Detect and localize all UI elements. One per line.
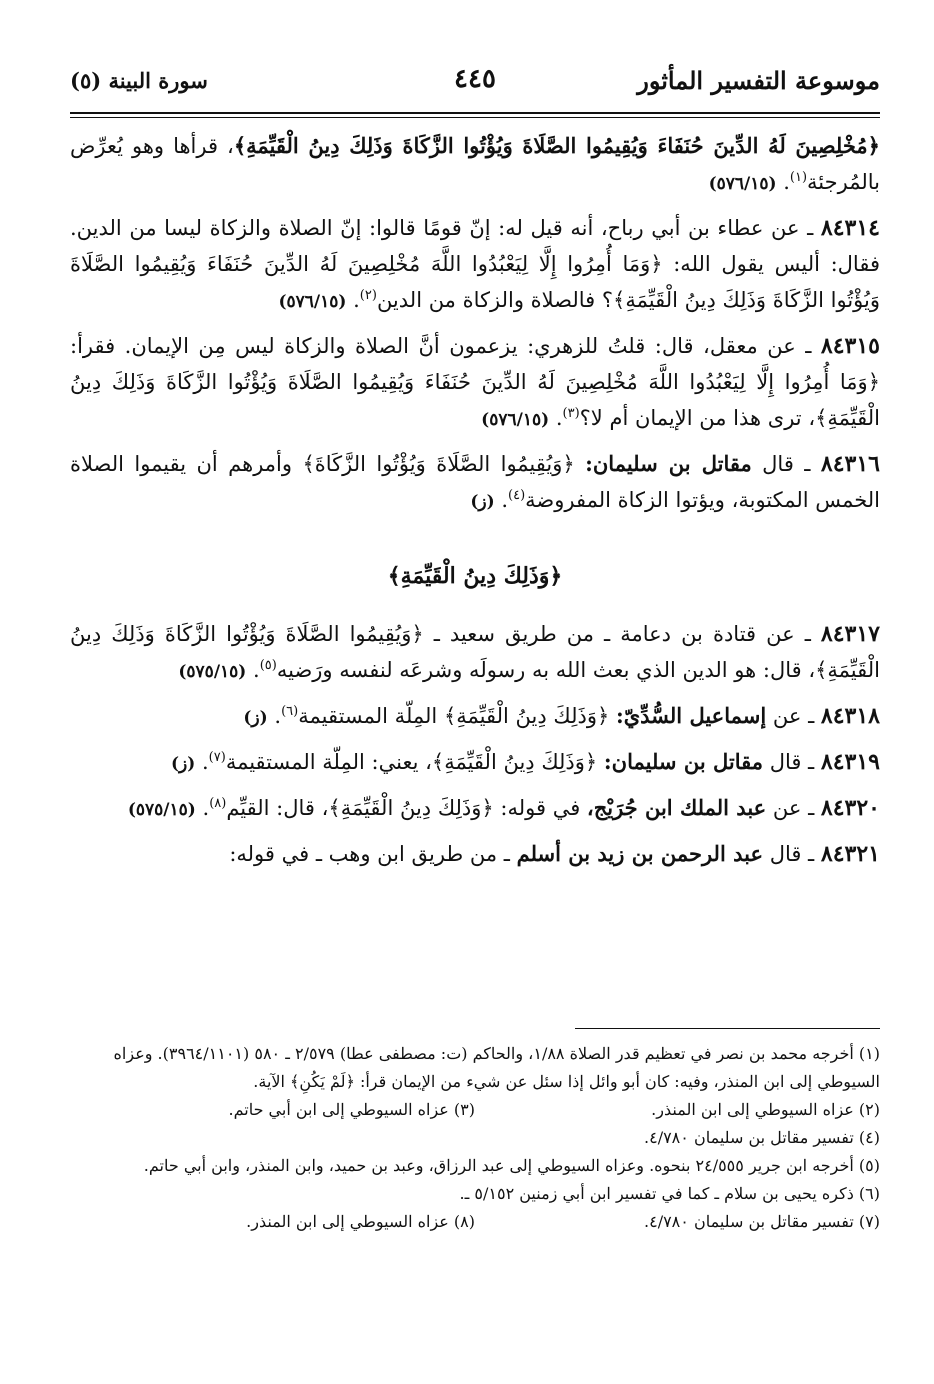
quran-verse: ﴿مُخْلِصِينَ لَهُ الدِّينَ حُنَفَاءَ وَيُقِيمُوا الصَّلَاةَ وَيُؤْتُوا الزَّكَاةَ وَذَلِكَ دِينُ الْقَيِّمَةِ﴾ [233, 133, 880, 158]
footnote-marker: (٤) [508, 488, 526, 503]
footnote: (٤) تفسير مقاتل بن سليمان ٤/٧٨٠. [644, 1128, 880, 1147]
narration-entry [70, 698, 880, 736]
footnote-marker: (٨) [209, 796, 227, 811]
narration-number: ٨٤٣١٨ [820, 703, 880, 729]
footnote-row [70, 1096, 880, 1124]
footnote-marker: (٢) [359, 288, 377, 303]
footnote-marker: (٣) [562, 406, 580, 421]
narration-number: ٨٤٣٢٠ [820, 795, 880, 821]
entry-text: ـ عن قتادة بن دعامة ـ من طريق سعيد ـ ﴿وَيُقِيمُوا الصَّلَاةَ وَيُؤْتُوا الزَّكَاةَ وَذَلِكَ دِينُ الْقَيِّمَةِ﴾، قال: هو الدين الذي بعث الله به رسولَه وشرعَه لنفسه ورَضيه [70, 622, 880, 682]
entry-tail: . [555, 406, 563, 430]
page-header [70, 58, 880, 114]
entry-tail: . [783, 170, 790, 194]
entry-text: ـ عن عطاء بن أبي رباح، أنه قيل له: إنّ قومًا قالوا: إنّ الصلاة والزكاة ليسا من الدين. فقال: أليس يقول الله: ﴿وَمَا أُمِرُوا إِلَّا لِيَعْبُدُوا اللَّهَ مُخْلِصِينَ لَهُ الدِّينَ حُنَفَاءَ وَيُقِيمُوا الصَّلَاةَ وَيُؤْتُوا الزَّكَاةَ وَذَلِكَ دِينُ الْقَيِّمَةِ﴾؟ فالصلاة والزكاة من الدين [70, 216, 880, 312]
entry-prefix: ـ عن [772, 704, 815, 728]
volume-reference: (ز) [171, 754, 196, 774]
narration-entry [70, 328, 880, 438]
narration-number: ٨٤٣١٧ [820, 621, 880, 647]
volume-reference: (٥٧٦/١٥) [278, 292, 347, 312]
entry-text: ﴿وَذَلِكَ دِينُ الْقَيِّمَةِ﴾، يعني: المِلّة المستقيمة [225, 750, 598, 774]
entry-tail: . [353, 288, 360, 312]
entry-tail: . [202, 796, 210, 820]
volume-reference: (٥٧٦/١٥) [708, 174, 777, 194]
footnote: (٥) أخرجه ابن جرير ٢٤/٥٥٥ بنحوه. وعزاه السيوطي إلى عبد الرزاق، وعبد بن حميد، وابن المنذر، وابن أبي حاتم. [143, 1156, 880, 1175]
narration-number: ٨٤٣١٦ [820, 451, 880, 477]
volume-reference: (٥٧٥/١٥) [178, 662, 247, 682]
narrator-name: عبد الرحمن بن زيد بن أسلم [516, 841, 763, 866]
footnote-marker: (٧) [208, 750, 226, 765]
narrator-name: مقاتل بن سليمان: [603, 749, 763, 774]
narration-entry [70, 446, 880, 520]
narration-number: ٨٤٣٢١ [820, 841, 880, 867]
footnote: (٨) عزاه السيوطي إلى ابن المنذر. [246, 1212, 475, 1231]
footnote-row [70, 1208, 880, 1236]
volume-reference: (ز) [243, 708, 268, 728]
entry-prefix: ـ قال [762, 452, 811, 476]
narration-number: ٨٤٣١٩ [820, 749, 880, 775]
main-text [70, 128, 880, 880]
footnote-marker: (٦) [281, 704, 299, 719]
narration-number: ٨٤٣١٤ [820, 215, 880, 241]
narrator-name: مقاتل بن سليمان: [585, 451, 752, 476]
footnote-marker: (١) [789, 170, 808, 185]
entry-text: ، قرأها وهو يُعرِّض بالمُرجئة [70, 134, 880, 194]
volume-reference: (٥٧٥/١٥) [127, 800, 196, 820]
page-number: ٤٤٥ [454, 64, 496, 94]
book-title: موسوعة التفسير المأثور [637, 66, 880, 95]
entry-continuation [70, 128, 880, 202]
surah-title: سورة البينة (٥) [70, 68, 208, 93]
entry-text: ـ من طريق ابن وهب ـ في قوله: [229, 842, 510, 866]
entry-tail: . [253, 658, 260, 682]
volume-reference: (٥٧٦/١٥) [481, 410, 550, 430]
footnote: (١) أخرجه محمد بن نصر في تعظيم قدر الصلاة ١/٨٨، والحاكم (ت: مصطفى عطا) ٢/٥٧٩ ـ ٥٨٠ (٣٩٦٤/١١٠١). وعزاه السيوطي إلى ابن المنذر، وفيه: كان أبو وائل إذا سئل عن شيء من الإيمان قرأ: ﴿لَمْ يَكُنِ﴾ الآية. [113, 1044, 880, 1091]
narration-entry [70, 744, 880, 782]
footnote: (٢) عزاه السيوطي إلى ابن المنذر. [651, 1100, 880, 1119]
footnote: (٣) عزاه السيوطي إلى ابن أبي حاتم. [228, 1100, 475, 1119]
entry-text: ـ عن معقل، قال: قلتُ للزهري: يزعمون أنَّ الصلاة والزكاة ليس مِن الإيمان. فقرأ: ﴿وَمَا أُمِرُوا إِلَّا لِيَعْبُدُوا اللَّهَ مُخْلِصِينَ لَهُ الدِّينَ حُنَفَاءَ وَيُقِيمُوا الصَّلَاةَ وَيُؤْتُوا الزَّكَاةَ وَذَلِكَ دِينُ الْقَيِّمَةِ﴾، ترى هذا من الإيمان أم لا؟ [70, 334, 880, 430]
entry-prefix: ـ قال [769, 842, 815, 866]
entry-text: ﴿وَذَلِكَ دِينُ الْقَيِّمَةِ﴾ المِلّة المستقيمة [298, 704, 610, 728]
narration-entry [70, 836, 880, 872]
entry-tail: . [501, 488, 509, 512]
narrator-name: إسماعيل السُّدِّيّ: [615, 703, 767, 728]
footnote-marker: (٥) [259, 658, 277, 673]
footnotes [70, 1040, 880, 1236]
narration-number: ٨٤٣١٥ [820, 333, 880, 359]
entry-prefix: ـ عن [772, 796, 815, 820]
footnote-separator [575, 1028, 880, 1029]
entry-text: في قوله: ﴿وَذَلِكَ دِينُ الْقَيِّمَةِ﴾، قال: القيِّم [226, 796, 581, 820]
entry-tail: . [201, 750, 209, 774]
footnote: (٧) تفسير مقاتل بن سليمان ٤/٧٨٠. [644, 1212, 880, 1231]
narration-entry [70, 616, 880, 690]
entry-text: ﴿وَيُقِيمُوا الصَّلَاةَ وَيُؤْتُوا الزَّكَاةَ﴾ وأمرهم أن يقيموا الصلاة الخمس المكتوبة، ويؤتوا الزكاة المفروضة [70, 452, 880, 512]
entry-prefix: ـ قال [769, 750, 815, 774]
footnote: (٦) ذكره يحيى بن سلام ـ كما في تفسير ابن أبي زمنين ٥/١٥٢ ـ. [459, 1184, 880, 1203]
section-heading: ﴿وَذَلِكَ دِينُ الْقَيِّمَةِ﴾ [387, 563, 563, 589]
narration-entry [70, 210, 880, 320]
entry-tail: . [274, 704, 282, 728]
narrator-name: عبد الملك ابن جُرَيْج، [586, 795, 767, 820]
header-rule [70, 112, 880, 114]
narration-entry [70, 790, 880, 828]
volume-reference: (ز) [470, 492, 495, 512]
